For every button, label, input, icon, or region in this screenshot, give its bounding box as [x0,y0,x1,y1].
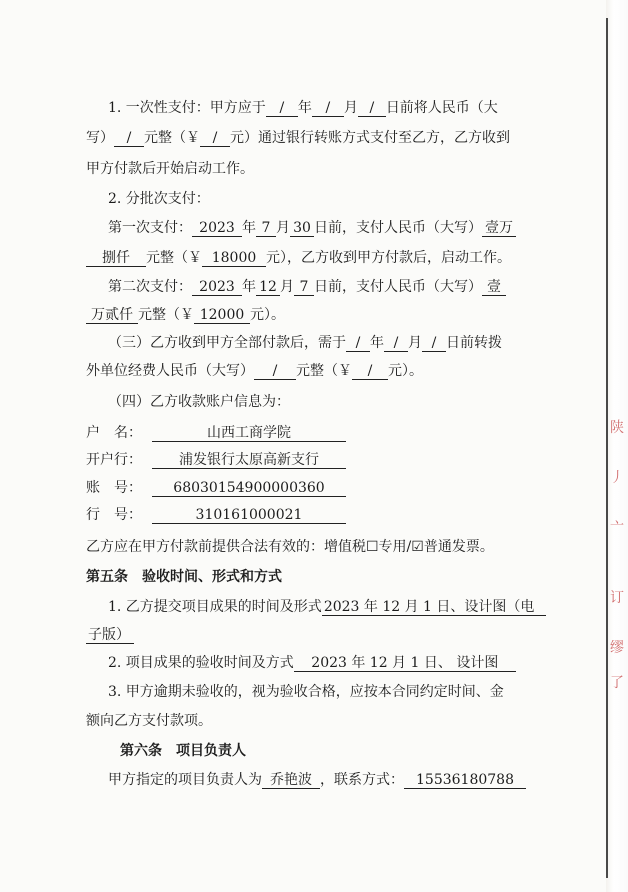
text: 2. 项目成果的验收时间及方式 [108,655,294,671]
blank-field: 2023 [192,220,242,237]
blank-field: 7 [256,220,276,237]
text: 1. 一次性支付：甲方应于 [108,100,266,116]
text: 年 [242,220,256,236]
acceptance-value: 2023 年 12 月 1 日、 设计图 [294,655,516,672]
seal-fragment: 陕 [610,420,624,436]
text: 元）通过银行转账方式支付至乙方，乙方收到 [230,130,510,146]
bank-value: 浦发银行太原高新支行 [152,452,346,469]
blank-field: / [266,100,298,117]
text: 月 [343,100,358,116]
blank-field: / [312,100,344,117]
binding-edge [606,0,628,892]
first-payment-amount-line [86,249,511,267]
submission-value: 2023 年 12 月 1 日、设计图（电 [322,599,546,616]
text: 元整（￥ [144,130,200,146]
installment-heading: 2. 分批次支付： [108,191,210,207]
text: 元）。 [388,363,423,379]
text: 年 [297,100,312,116]
text: 月 [276,220,290,236]
submission-value-cont: 子版） [86,627,134,644]
blank-field: 30 [290,220,314,237]
blank-field: 12 [256,279,280,296]
text: 年 [370,335,384,351]
first-payment-line [108,219,516,237]
blank-field: 壹万 [482,220,516,237]
blank-field: / [352,363,388,380]
article-six-heading: 第六条 项目负责人 [120,743,246,759]
seal-fragment: 订 [610,590,624,606]
transfer-line [108,334,502,352]
text-line: 甲方付款后开始启动工作。 [86,161,254,177]
blank-field: 18000 [202,250,266,267]
text: （三）乙方收到甲方全部付款后，需于 [108,335,346,351]
blank-field: 万贰仟 [86,307,138,324]
text: 日前，支付人民币（大写） [314,279,482,295]
text: 元整（￥ [146,250,202,266]
text: 写） [86,130,114,146]
blank-field: / [346,335,370,352]
account-name-value: 山西工商学院 [152,425,346,442]
bank-code-line [86,506,346,524]
text: 第一次支付： [108,220,192,236]
label: 户 名： [86,425,142,441]
blank-field: / [422,335,446,352]
blank-field: 12000 [194,307,250,324]
project-lead-name: 乔艳波 [262,772,320,789]
seal-fragment: 亠 [610,520,624,536]
submission-line-cont [86,626,134,644]
lump-sum-amount-line [86,129,510,147]
label: 开户行： [86,452,142,468]
text-line: 额向乙方支付款项。 [86,713,212,729]
account-info-heading: （四）乙方收款账户信息为： [108,394,290,410]
second-payment-line [108,278,506,296]
text: 外单位经费人民币（大写） [86,363,254,379]
invoice-line: 乙方应在甲方付款前提供合法有效的：增值税☐专用/☑普通发票。 [86,539,494,555]
text: 年 [242,279,256,295]
text: 甲方指定的项目负责人为 [108,772,262,788]
blank-field: / [384,335,408,352]
text: 日前将人民币（大 [385,100,498,116]
text: 日前转拨 [446,335,502,351]
account-name-line [86,424,346,442]
blank-field: / [114,130,144,147]
blank-field: / [200,130,230,147]
text: 日前，支付人民币（大写） [314,220,482,236]
blank-field: 壹 [482,279,506,296]
text: 元），乙方收到甲方付款后，启动工作。 [266,250,511,266]
text: 元）。 [250,307,285,323]
seal-fragment: 了 [610,675,624,691]
account-number-line [86,479,346,497]
blank-field: 7 [294,279,314,296]
label: 账 号： [86,480,142,496]
label: 行 号： [86,507,142,523]
bank-code-value: 310161000021 [152,507,346,524]
second-payment-amount-line [86,306,285,324]
binding-line [606,18,608,878]
account-number-value: 68030154900000360 [152,480,346,497]
text: 元整（￥ [296,363,352,379]
lump-sum-payment-line [108,99,498,117]
submission-line [108,598,546,616]
project-lead-line [108,771,526,789]
seal-fragment: 丿 [610,470,624,486]
text: 第二次支付： [108,279,192,295]
project-lead-phone: 15536180788 [404,772,526,789]
text: ，联系方式： [320,772,404,788]
seal-fragment: 缪 [610,640,624,656]
text: 月 [408,335,422,351]
blank-field: 2023 [192,279,242,296]
transfer-amount-line [86,362,423,380]
acceptance-line [108,654,516,672]
bank-line [86,451,346,469]
article-five-heading: 第五条 验收时间、形式和方式 [86,569,282,585]
text: 1. 乙方提交项目成果的时间及形式 [108,599,322,615]
blank-field: / [358,100,386,117]
text: 元整（￥ [138,307,194,323]
blank-field: / [254,363,296,380]
blank-field: 捌仟 [86,250,146,267]
text-line: 3. 甲方逾期未验收的，视为验收合格，应按本合同约定时间、金 [108,684,504,700]
text: 月 [280,279,294,295]
